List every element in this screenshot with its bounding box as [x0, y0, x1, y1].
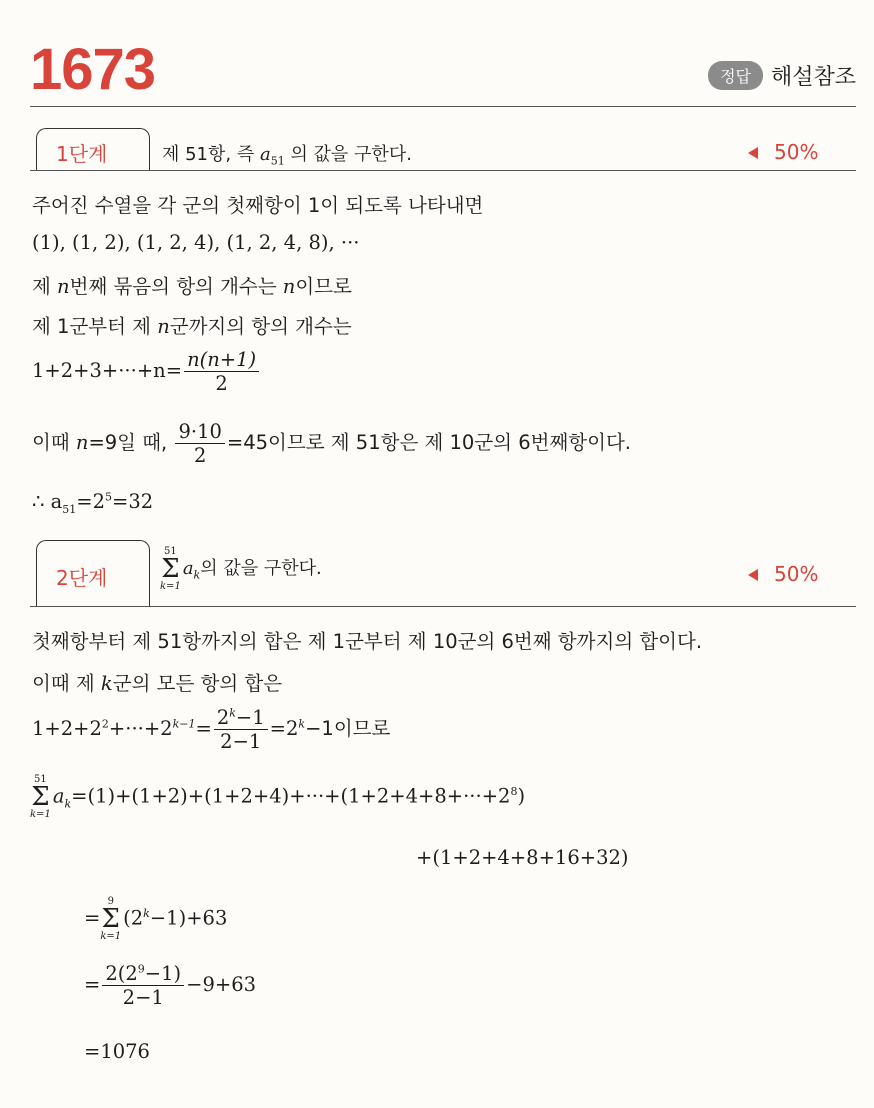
step2-sum-bottom: k=1 [160, 581, 181, 592]
body1-l3-n2: n [282, 275, 296, 298]
body2-line2 [32, 668, 282, 696]
s3-b: −1)+63 [149, 906, 228, 930]
body2-sum4 [84, 962, 256, 1009]
s1-term: a [52, 784, 65, 808]
answer-ref-text: 해설참조 [770, 65, 856, 90]
eq-d-sup: k [298, 717, 306, 731]
problem-number: 1673 [30, 37, 156, 102]
body1-l4-a: 제 1군부터 제 [32, 315, 158, 338]
body1-line2: (1), (1, 2), (1, 2, 4), (1, 2, 4, 8), ··· [32, 231, 360, 254]
step2-divider [30, 606, 856, 607]
answer-ref [708, 60, 856, 91]
body1-line7 [32, 490, 153, 516]
body1-l7-c: =32 [111, 490, 154, 513]
eq-num: 2 [216, 706, 230, 729]
eq-a-sup: 2 [101, 717, 109, 731]
body1-l6-b: =9일 때, [88, 431, 168, 454]
eq1-num: n(n+1) [184, 348, 259, 372]
body1-l7-b: =2 [76, 490, 105, 513]
body2-line1: 첫째항부터 제 51항까지의 합은 제 1군부터 제 10군의 6번째 항까지의 합이다. [32, 630, 703, 653]
body1-l3-c: 이므로 [295, 275, 352, 298]
step2-sum-term: a [182, 558, 194, 579]
body1-l6-a: 이때 [32, 431, 76, 454]
answer-badge: 정답 [708, 61, 763, 90]
triangle-left-icon [748, 147, 758, 159]
step1-percent-wrap [748, 140, 818, 164]
eq-d: =2 [269, 717, 299, 740]
s4-num-b: −1) [144, 962, 182, 985]
body1-l6-c: =45이므로 제 51항은 제 10군의 6번째항이다. [226, 431, 631, 454]
step2-desc-suffix: 의 값을 구한다. [200, 558, 322, 579]
body1-l4-n: n [157, 315, 170, 338]
step1-divider [30, 170, 856, 171]
eq-num-b: −1 [235, 706, 265, 729]
body2-sum1: 51 Σ k=1 $a_k=(1)+(1+2)+(1+2+4)+\cdot\cdot\cdot+(1+2+4+8+\cdot\cdot\cdot+2^8)$ [30, 774, 526, 820]
s4-num-sup: 9 [137, 962, 145, 976]
body2-l2-k: k [100, 672, 113, 695]
body2-sum2: +(1+2+4+8+16+32) [416, 846, 629, 869]
body1-line3 [32, 271, 352, 299]
body1-l7-sub: 51 [62, 502, 77, 516]
step2-percent-wrap [748, 562, 818, 586]
body1-l3-n: n [57, 275, 70, 298]
body1-l4-b: 군까지의 항의 개수는 [169, 315, 352, 338]
body1-eq1 [32, 348, 261, 395]
eq-b: +···+2 [108, 717, 173, 740]
s4-eq: = [84, 973, 101, 996]
step2-sum-sub: k [193, 568, 201, 582]
step1-desc-var: a [259, 144, 271, 165]
s4-rest: −9+63 [186, 973, 257, 996]
s4-den: 2−1 [122, 986, 164, 1009]
step2-percent: 50% [774, 562, 819, 586]
header-divider [30, 106, 856, 107]
s3-eq: = [84, 906, 101, 930]
s3-bot: k=1 [100, 931, 122, 942]
eq-num-sup: k [229, 706, 236, 720]
step2-desc: 51 Σ k=1 $a_k$의 값을 구한다. [160, 546, 322, 592]
eq-b-sup: k−1 [172, 717, 196, 731]
body2-l2-a: 이때 제 [32, 672, 101, 695]
body2-l2-b: 군의 모든 항의 합은 [112, 672, 283, 695]
s1-rhs: =(1)+(1+2)+(1+2+4)+···+(1+2+4+8+···+2 [71, 784, 511, 808]
s1-rhs-end: ) [517, 784, 526, 808]
body1-l3-a: 제 [32, 275, 58, 298]
l6-num: 9·10 [175, 420, 224, 444]
eq-den: 2−1 [220, 730, 262, 753]
s3-sup: k [143, 907, 150, 920]
triangle-left-icon [748, 569, 758, 581]
step1-desc-suffix: 의 값을 구한다. [290, 144, 412, 165]
eq1-den: 2 [215, 372, 228, 395]
step1-desc [162, 140, 412, 168]
s3-a: (2 [123, 906, 144, 930]
step2-sum-top: 51 [164, 546, 177, 557]
body1-l3-b: 번째 묶음의 항의 개수는 [69, 275, 283, 298]
body1-line6 [32, 420, 631, 467]
l6-den: 2 [193, 444, 207, 467]
s1-top: 51 [34, 774, 47, 785]
body1-line4 [32, 311, 352, 339]
step1-desc-sub: 51 [270, 154, 285, 168]
step2-label: 2단계 [56, 566, 108, 590]
s1-bot: k=1 [30, 809, 51, 820]
step1-percent: 50% [774, 140, 819, 164]
body2-sum3: = 9 Σ k=1 $(2^k-1)+63$ [84, 896, 228, 942]
eq-c: = [195, 717, 212, 740]
eq1-lhs: 1+2+3+···+n= [32, 359, 183, 382]
body2-sum5: =1076 [84, 1040, 150, 1063]
step1-label: 1단계 [56, 142, 108, 166]
body1-l6-n: n [75, 431, 89, 454]
body1-l7: ∴ a [32, 490, 63, 513]
body1-l7-sup: 5 [104, 490, 112, 504]
body2-eq1 [32, 706, 390, 753]
eq-e: −1이므로 [305, 717, 391, 740]
body1-line1: 주어진 수열을 각 군의 첫째항이 1이 되도록 나타내면 [32, 194, 484, 217]
s4-num-a: 2(2 [105, 962, 138, 985]
step1-desc-prefix: 제 51항, 즉 [162, 144, 255, 165]
s1-rhs-sup: 8 [510, 785, 518, 798]
eq-a: 1+2+2 [32, 717, 102, 740]
s3-top: 9 [107, 896, 114, 907]
s1-sub: k [64, 797, 72, 811]
